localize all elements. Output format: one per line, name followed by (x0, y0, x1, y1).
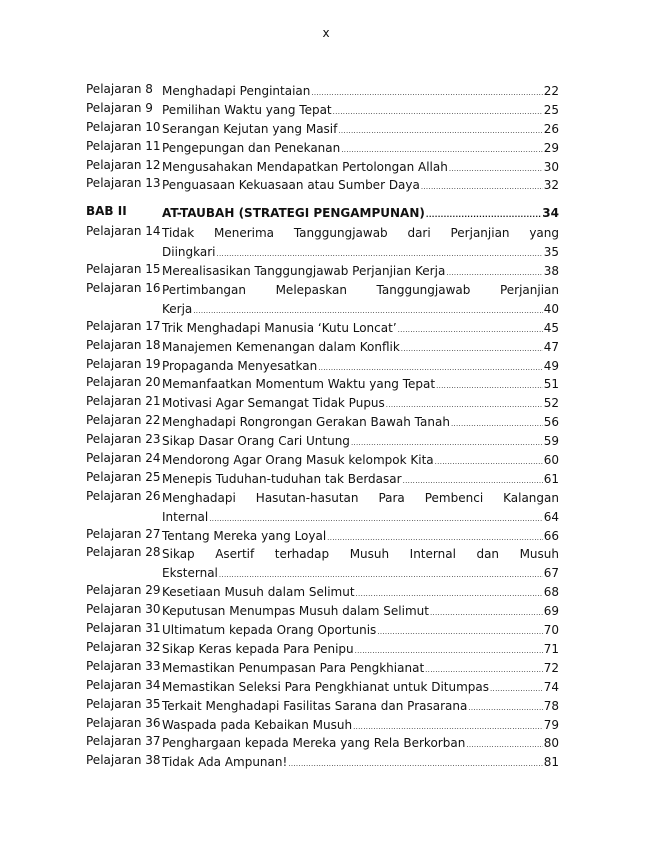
entry-page: 81 (543, 755, 559, 770)
entry-title: Pertimbangan Melepaskan Tanggungjawab Perjanjian (162, 283, 559, 298)
entry-title: Penguasaan Kekuasaan atau Sumber Daya (162, 178, 420, 193)
entry-page: 67 (543, 566, 559, 581)
toc-entry (86, 621, 559, 640)
entry-label: Pelajaran 27 (86, 526, 161, 541)
entry-page: 26 (543, 121, 559, 136)
entry-title: Merealisasikan Tanggungjawab Perjanjian Kerja (162, 264, 446, 279)
toc-entry (86, 101, 559, 120)
toc-entry (86, 697, 559, 716)
entry-title: Kesetiaan Musuh dalam Selimut (162, 585, 355, 600)
entry-page: 74 (543, 679, 559, 694)
entry-label: Pelajaran 20 (86, 375, 161, 390)
entry-title: Penghargaan kepada Mereka yang Rela Berkorban (162, 736, 466, 751)
entry-title: Keputusan Menumpas Musuh dalam Selimut (162, 604, 429, 619)
entry-page: 22 (543, 84, 559, 98)
toc-entry (86, 753, 559, 772)
toc-entries-bab-2 (86, 224, 559, 772)
toc-entry (86, 357, 559, 376)
chapter-title: AT-TAUBAH (STRATEGI PENGAMPUNAN) (162, 206, 425, 221)
entry-label: Pelajaran 26 (86, 488, 161, 503)
dot-leader (426, 206, 541, 225)
entry-label: Pelajaran 10 (86, 119, 161, 134)
toc-entry (86, 176, 559, 195)
entry-title: Memastikan Seleksi Para Pengkhianat untuk Ditumpas (162, 679, 490, 694)
entry-page: 80 (543, 736, 559, 751)
entry-title: Trik Menghadapi Manusia ‘Kutu Loncat’ (162, 320, 397, 335)
entry-label: Pelajaran 35 (86, 696, 161, 711)
entry-label: Pelajaran 13 (86, 176, 161, 191)
toc-entry (86, 224, 559, 262)
entry-label: Pelajaran 37 (86, 734, 161, 749)
entry-title: Pemilihan Waktu yang Tepat (162, 102, 332, 117)
entry-label: Pelajaran 33 (86, 658, 161, 673)
entry-page: 56 (543, 415, 559, 430)
entry-page: 61 (543, 471, 559, 486)
entry-page: 30 (543, 159, 559, 174)
entry-title: Sikap Keras kepada Para Penipu (162, 641, 354, 656)
toc-entry (86, 82, 559, 101)
entry-title: Sikap Dasar Orang Cari Untung (162, 434, 350, 449)
toc-entry (86, 120, 559, 139)
entry-title: Motivasi Agar Semangat Tidak Pupus (162, 396, 385, 411)
entry-label: Pelajaran 23 (86, 432, 161, 447)
entry-title-continued: Kerja (162, 301, 193, 316)
entry-page: 35 (543, 245, 559, 260)
entry-label: Pelajaran 36 (86, 715, 161, 730)
entry-title: Pengepungan dan Penekanan (162, 140, 341, 155)
toc-entry (86, 139, 559, 158)
entry-title: Menepis Tuduhan-tuduhan tak Berdasar (162, 471, 402, 486)
toc-entry (86, 158, 559, 177)
entry-title: Menghadapi Rongrongan Gerakan Bawah Tanah (162, 415, 450, 430)
toc-entry (86, 716, 559, 735)
entry-label: Pelajaran 18 (86, 337, 161, 352)
entry-label: Pelajaran 16 (86, 281, 161, 296)
entry-title: Mendorong Agar Orang Masuk kelompok Kita (162, 453, 434, 468)
entry-title: Mengusahakan Mendapatkan Pertolongan Allah (162, 159, 448, 174)
entry-label: Pelajaran 8 (86, 82, 153, 96)
entry-label: Pelajaran 34 (86, 677, 161, 692)
toc-entry (86, 319, 559, 338)
toc-entry (86, 659, 559, 678)
entry-title: Sikap Asertif terhadap Musuh Internal dan Musuh (162, 547, 559, 562)
entry-label: Pelajaran 32 (86, 639, 161, 654)
entry-title-continued: Diingkari (162, 245, 216, 260)
entry-page: 52 (543, 396, 559, 411)
toc-entry (86, 432, 559, 451)
entry-page: 71 (543, 641, 559, 656)
toc-entry (86, 734, 559, 753)
entry-title: Tidak Ada Ampunan! (162, 755, 288, 770)
entry-title: Terkait Menghadapi Fasilitas Sarana dan Prasarana (162, 698, 468, 713)
entry-page: 32 (543, 178, 559, 193)
toc-entries-bab-1 (86, 82, 559, 195)
entry-label: Pelajaran 11 (86, 138, 161, 153)
chapter-label: BAB II (86, 204, 127, 219)
entry-page: 64 (543, 509, 559, 524)
entry-page: 40 (543, 301, 559, 316)
entry-title: Waspada pada Kebaikan Musuh (162, 717, 353, 732)
entry-page: 29 (543, 140, 559, 155)
entry-title: Serangan Kejutan yang Masif (162, 121, 338, 136)
entry-label: Pelajaran 15 (86, 262, 161, 277)
entry-label: Pelajaran 28 (86, 545, 161, 560)
entry-label: Pelajaran 21 (86, 394, 161, 409)
entry-title: Memanfaatkan Momentum Waktu yang Tepat (162, 377, 436, 392)
entry-title: Tidak Menerima Tanggungjawab dari Perjanjian yang (162, 226, 559, 241)
entry-label: Pelajaran 31 (86, 621, 161, 636)
entry-page: 66 (543, 528, 559, 543)
toc-entry (86, 489, 559, 527)
entry-label: Pelajaran 30 (86, 602, 161, 617)
entry-title-continued: Eksternal (162, 566, 218, 581)
entry-label: Pelajaran 17 (86, 318, 161, 333)
toc-entry (86, 545, 559, 583)
toc-entry (86, 413, 559, 432)
entry-page: 47 (543, 339, 559, 354)
toc-entry (86, 640, 559, 659)
toc-entry (86, 527, 559, 546)
toc-entry (86, 262, 559, 281)
entry-label: Pelajaran 9 (86, 100, 153, 115)
entry-label: Pelajaran 29 (86, 583, 161, 598)
entry-title: Manajemen Kemenangan dalam Konflik (162, 339, 400, 354)
entry-label: Pelajaran 38 (86, 753, 161, 768)
entry-title: Tentang Mereka yang Loyal (162, 528, 327, 543)
entry-title-continued: Internal (162, 509, 209, 524)
entry-label: Pelajaran 24 (86, 451, 161, 466)
toc-entry (86, 583, 559, 602)
entry-title: Propaganda Menyesatkan (162, 358, 318, 373)
entry-label: Pelajaran 14 (86, 224, 161, 239)
entry-page: 51 (543, 377, 559, 392)
entry-page: 49 (543, 358, 559, 373)
dot-leader (288, 755, 542, 774)
dot-leader (421, 178, 543, 197)
entry-page: 70 (543, 623, 559, 638)
entry-page: 60 (543, 453, 559, 468)
entry-label: Pelajaran 25 (86, 469, 161, 484)
entry-title: Menghadapi Pengintaian (162, 84, 311, 98)
toc-entry (86, 470, 559, 489)
entry-page: 59 (543, 434, 559, 449)
entry-page: 69 (543, 604, 559, 619)
entry-title: Memastikan Penumpasan Para Pengkhianat (162, 660, 425, 675)
entry-label: Pelajaran 12 (86, 157, 161, 172)
page-number: x (322, 26, 330, 40)
entry-page: 79 (543, 717, 559, 732)
entry-page: 78 (543, 698, 559, 713)
toc-entry (86, 375, 559, 394)
entry-title: Menghadapi Hasutan-hasutan Para Pembenci Kalangan (162, 490, 559, 505)
entry-page: 25 (543, 102, 559, 117)
entry-label: Pelajaran 19 (86, 356, 161, 371)
entry-label: Pelajaran 22 (86, 413, 161, 428)
entry-title: Ultimatum kepada Orang Oportunis (162, 623, 377, 638)
toc-entry (86, 281, 559, 319)
toc-chapter-heading (86, 204, 559, 223)
entry-page: 38 (543, 264, 559, 279)
entry-page: 68 (543, 585, 559, 600)
entry-page: 72 (543, 660, 559, 675)
chapter-page: 34 (542, 206, 559, 221)
table-of-contents (86, 82, 559, 772)
toc-entry (86, 394, 559, 413)
toc-entry (86, 602, 559, 621)
toc-entry (86, 451, 559, 470)
toc-entry (86, 338, 559, 357)
entry-page: 45 (543, 320, 559, 335)
toc-entry (86, 678, 559, 697)
